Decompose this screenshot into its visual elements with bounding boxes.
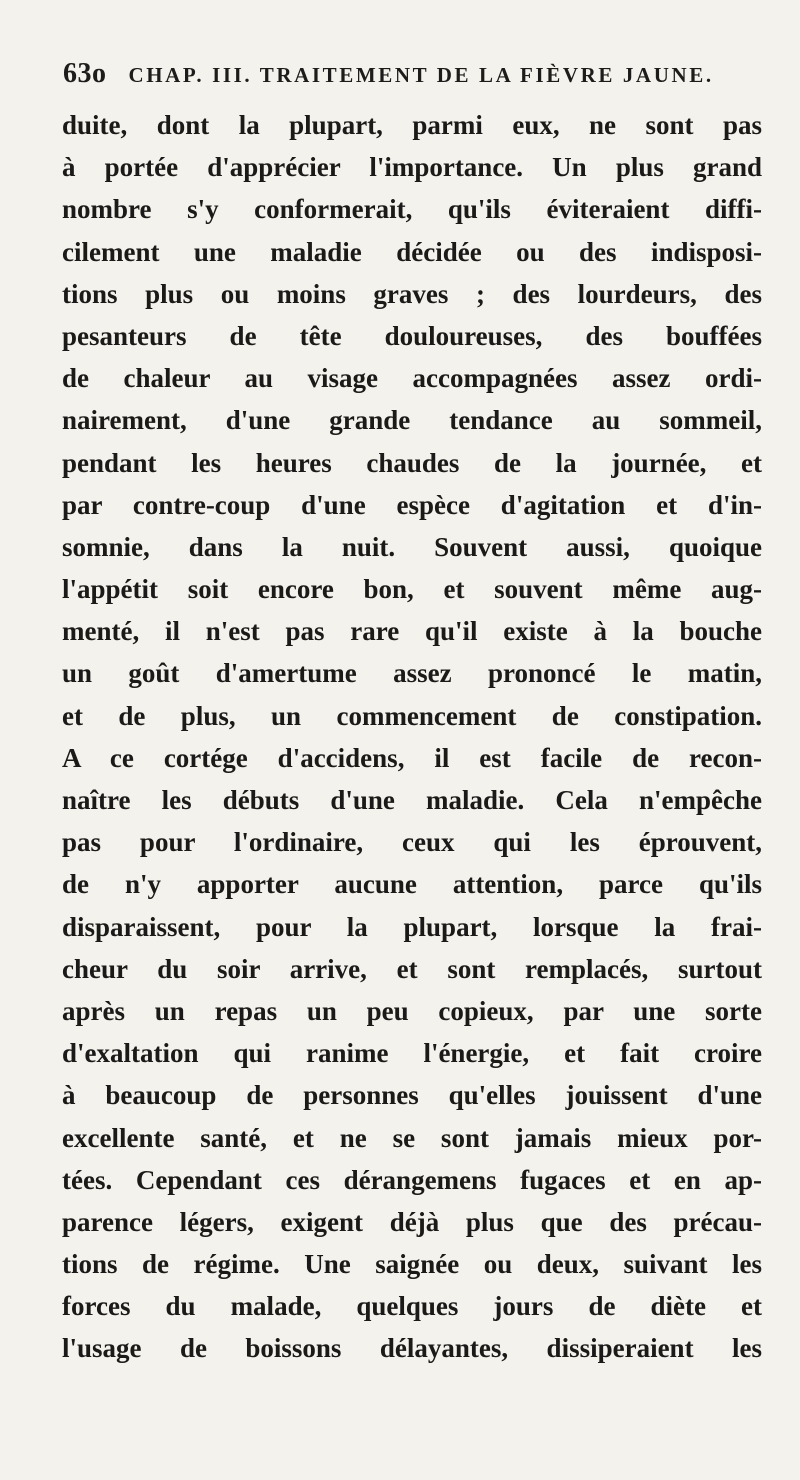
text-line: après un repas un peu copieux, par une sorte — [62, 995, 762, 1026]
text-line: d'exaltation qui ranime l'énergie, et fait croire — [62, 1038, 762, 1069]
text-line: de n'y apporter aucune attention, parce qu'ils — [62, 869, 762, 900]
text-line: pendant les heures chaudes de la journée, et — [62, 447, 762, 478]
text-line: et de plus, un commencement de constipation. — [62, 700, 762, 731]
text-line: l'usage de boissons délayantes, dissiperaient les — [62, 1333, 762, 1364]
text-line: A ce cortége d'accidens, il est facile de recon- — [62, 742, 762, 773]
text-line: parence légers, exigent déjà plus que des précau- — [62, 1206, 762, 1237]
text-line: un goût d'amertume assez prononcé le matin, — [62, 658, 762, 689]
text-line: somnie, dans la nuit. Souvent aussi, quoique — [62, 531, 762, 562]
text-line: menté, il n'est pas rare qu'il existe à la bouche — [62, 616, 762, 647]
text-line: nombre s'y conformerait, qu'ils éviteraient diffi- — [62, 194, 762, 225]
body-text — [62, 104, 762, 1370]
text-line: à portée d'apprécier l'importance. Un plus grand — [62, 152, 762, 183]
text-line: tées. Cependant ces dérangemens fugaces et en ap- — [62, 1164, 762, 1195]
page-number: 63o — [63, 58, 107, 89]
text-line: disparaissent, pour la plupart, lorsque la frai- — [62, 911, 762, 942]
text-line: tions de régime. Une saignée ou deux, suivant les — [62, 1249, 762, 1280]
text-line: duite, dont la plupart, parmi eux, ne sont pas — [62, 110, 762, 140]
text-line: pas pour l'ordinaire, ceux qui les éprouvent, — [62, 827, 762, 858]
running-title: CHAP. III. TRAITEMENT DE LA FIÈVRE JAUNE. — [128, 63, 714, 87]
running-head — [63, 58, 753, 98]
text-line: nairement, d'une grande tendance au sommeil, — [62, 405, 762, 436]
text-line: pesanteurs de tête douloureuses, des bouffées — [62, 320, 762, 351]
text-line: cilement une maladie décidée ou des indisposi- — [62, 236, 762, 267]
text-line: de chaleur au visage accompagnées assez ordi- — [62, 363, 762, 394]
text-line: forces du malade, quelques jours de diète et — [62, 1291, 762, 1322]
text-line: par contre-coup d'une espèce d'agitation et d'in- — [62, 489, 762, 520]
text-line: naître les débuts d'une maladie. Cela n'empêche — [62, 785, 762, 815]
text-line: cheur du soir arrive, et sont remplacés, surtout — [62, 953, 762, 984]
text-line: tions plus ou moins graves ; des lourdeurs, des — [62, 278, 762, 309]
text-line: à beaucoup de personnes qu'elles jouissent d'une — [62, 1080, 762, 1111]
text-line: excellente santé, et ne se sont jamais mieux por- — [62, 1122, 762, 1153]
text-line: l'appétit soit encore bon, et souvent même aug- — [62, 574, 762, 605]
